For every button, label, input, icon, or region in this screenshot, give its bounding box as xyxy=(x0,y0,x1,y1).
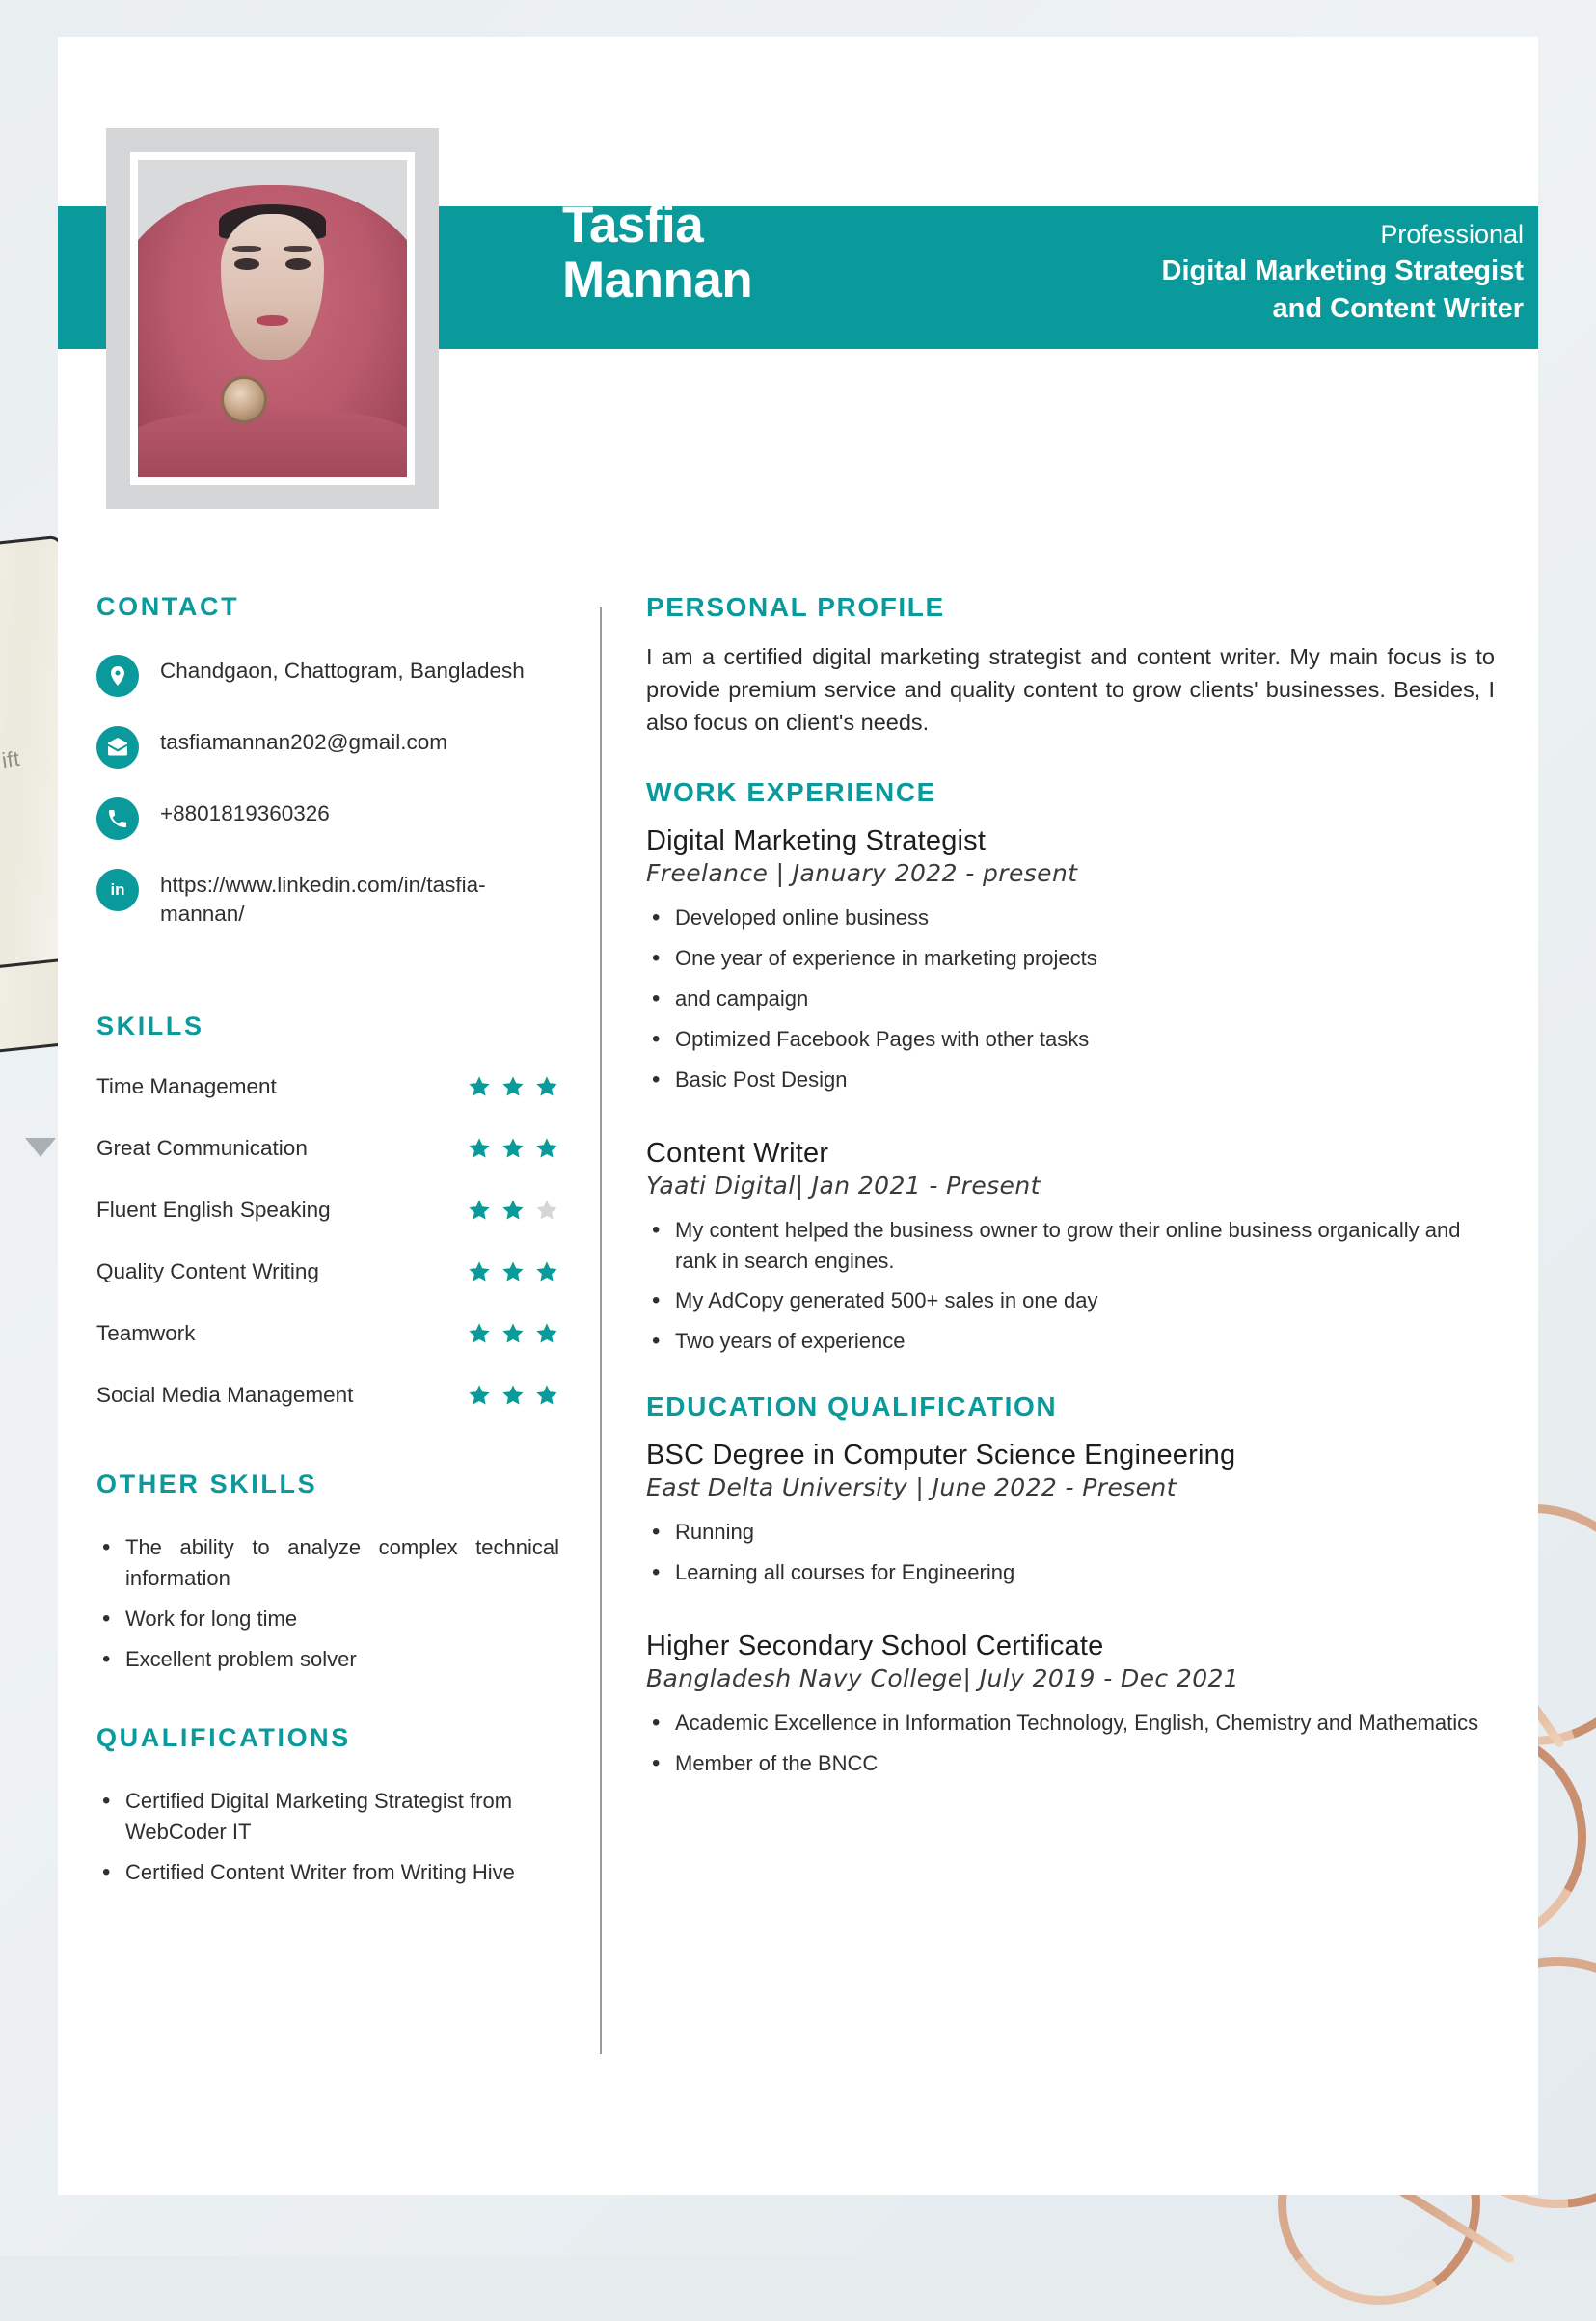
skills-list xyxy=(96,1074,559,1408)
skill-row xyxy=(96,1136,559,1161)
sidebar-column xyxy=(96,592,559,1898)
skills-heading: SKILLS xyxy=(96,1012,204,1041)
profile-photo-mat xyxy=(130,152,415,485)
contact-heading: CONTACT xyxy=(96,592,240,621)
list-item: • Member of the BNCC xyxy=(646,1748,1495,1779)
contact-item-location[interactable] xyxy=(96,655,559,697)
contact-linkedin-value: https://www.linkedin.com/in/tasfia-mannan/ xyxy=(160,873,486,927)
star-filled-icon xyxy=(534,1259,559,1284)
skill-name: Quality Content Writing xyxy=(96,1259,319,1284)
qualifications-list xyxy=(96,1786,559,1888)
star-filled-icon xyxy=(467,1259,492,1284)
list-item: • My AdCopy generated 500+ sales in one day xyxy=(646,1285,1495,1316)
entry-title: Digital Marketing Strategist xyxy=(646,825,987,857)
list-item: • Optimized Facebook Pages with other tasks xyxy=(646,1024,1495,1055)
contact-item-linkedin[interactable] xyxy=(96,869,559,929)
list-item: • Running xyxy=(646,1517,1495,1548)
personal-profile-heading: PERSONAL PROFILE xyxy=(646,592,945,622)
entry-bullets xyxy=(646,1708,1495,1779)
star-filled-icon xyxy=(467,1383,492,1408)
contact-item-phone[interactable] xyxy=(96,797,559,840)
resume-page xyxy=(58,37,1538,2195)
experience-entry xyxy=(646,1631,1495,1779)
skill-rating xyxy=(467,1198,559,1223)
entry-bullets xyxy=(646,903,1495,1094)
star-filled-icon xyxy=(500,1074,526,1099)
list-item: • One year of experience in marketing projects xyxy=(646,943,1495,974)
star-filled-icon xyxy=(467,1321,492,1346)
star-filled-icon xyxy=(467,1198,492,1223)
entry-bullets xyxy=(646,1517,1495,1588)
phone-icon xyxy=(96,797,139,840)
experience-entry xyxy=(646,1440,1495,1588)
skill-name: Great Communication xyxy=(96,1136,308,1161)
list-item: • Basic Post Design xyxy=(646,1065,1495,1095)
education-heading: EDUCATION QUALIFICATION xyxy=(646,1391,1058,1422)
last-name: Mannan xyxy=(562,251,753,309)
list-item: • Certified Digital Marketing Strategist from WebCoder IT xyxy=(96,1786,559,1848)
entry-title: BSC Degree in Computer Science Engineering xyxy=(646,1440,1236,1471)
qualifications-heading: QUALIFICATIONS xyxy=(96,1722,351,1752)
list-item: • Academic Excellence in Information Technology, English, Chemistry and Mathematics xyxy=(646,1708,1495,1739)
entry-meta: Yaati Digital| Jan 2021 - Present xyxy=(646,1171,1041,1200)
star-filled-icon xyxy=(500,1198,526,1223)
list-item: • My content helped the business owner to grow their online business organically and rank in search engines. xyxy=(646,1215,1495,1277)
list-item: • Learning all courses for Engineering xyxy=(646,1557,1495,1588)
star-filled-icon xyxy=(534,1321,559,1346)
keyboard-arrow-icon xyxy=(25,1138,56,1157)
list-item: • Work for long time xyxy=(96,1604,559,1634)
star-filled-icon xyxy=(500,1383,526,1408)
location-pin-icon xyxy=(96,655,139,697)
skill-rating xyxy=(467,1259,559,1284)
list-item: • Certified Content Writer from Writing Hive xyxy=(96,1857,559,1888)
entry-title: Higher Secondary School Certificate xyxy=(646,1630,1104,1661)
column-divider xyxy=(600,607,602,2054)
contact-item-email[interactable] xyxy=(96,726,559,769)
main-column xyxy=(646,592,1495,1789)
star-filled-icon xyxy=(500,1136,526,1161)
entry-meta: Freelance | January 2022 - present xyxy=(646,859,1078,888)
linkedin-icon: in xyxy=(96,869,139,911)
contact-phone-value: +8801819360326 xyxy=(160,801,330,825)
skill-name: Teamwork xyxy=(96,1321,196,1346)
entry-meta: East Delta University | June 2022 - Present xyxy=(646,1473,1177,1502)
work-experience-list xyxy=(646,825,1495,1357)
star-filled-icon xyxy=(534,1136,559,1161)
list-item: • Developed online business xyxy=(646,903,1495,933)
professional-label: Professional xyxy=(1380,220,1524,249)
role-line-1: Digital Marketing Strategist xyxy=(1161,256,1524,287)
skill-rating xyxy=(467,1074,559,1099)
skill-row xyxy=(96,1198,559,1223)
skill-name: Social Media Management xyxy=(96,1383,354,1408)
skill-name: Time Management xyxy=(96,1074,277,1099)
skill-row xyxy=(96,1383,559,1408)
skill-rating xyxy=(467,1383,559,1408)
job-title-block xyxy=(984,218,1524,327)
list-item: • Excellent problem solver xyxy=(96,1644,559,1675)
skill-row xyxy=(96,1074,559,1099)
entry-title: Content Writer xyxy=(646,1137,829,1169)
personal-profile-text: I am a certified digital marketing strategist and content writer. My main focus is to provide premium service and quality content to grow clients' businesses. Besides, I also focus on client's needs. xyxy=(646,644,1495,736)
star-filled-icon xyxy=(467,1136,492,1161)
other-skills-heading: OTHER SKILLS xyxy=(96,1470,318,1499)
skill-row xyxy=(96,1259,559,1284)
entry-meta: Bangladesh Navy College| July 2019 - Dec 2021 xyxy=(646,1663,1240,1692)
list-item: • and campaign xyxy=(646,984,1495,1014)
experience-entry xyxy=(646,1138,1495,1358)
skill-rating xyxy=(467,1321,559,1346)
skill-name: Fluent English Speaking xyxy=(96,1198,331,1223)
keyboard-key-label: ift xyxy=(0,745,22,773)
first-name: Tasfia xyxy=(562,197,704,254)
contact-email-value: tasfiamannan202@gmail.com xyxy=(160,730,447,754)
star-empty-icon xyxy=(534,1198,559,1223)
avatar xyxy=(138,160,407,477)
role-line-2: and Content Writer xyxy=(1272,293,1524,325)
star-filled-icon xyxy=(534,1383,559,1408)
work-experience-heading: WORK EXPERIENCE xyxy=(646,777,936,808)
education-list xyxy=(646,1440,1495,1779)
skill-rating xyxy=(467,1136,559,1161)
experience-entry xyxy=(646,825,1495,1094)
star-filled-icon xyxy=(500,1321,526,1346)
entry-bullets xyxy=(646,1215,1495,1358)
profile-photo-frame xyxy=(106,128,439,509)
envelope-icon xyxy=(96,726,139,769)
other-skills-list xyxy=(96,1532,559,1675)
star-filled-icon xyxy=(500,1259,526,1284)
list-item: • Two years of experience xyxy=(646,1326,1495,1357)
candidate-name xyxy=(562,199,752,308)
star-filled-icon xyxy=(534,1074,559,1099)
skill-row xyxy=(96,1321,559,1346)
contact-location-value: Chandgaon, Chattogram, Bangladesh xyxy=(160,659,525,683)
list-item: • The ability to analyze complex technical information xyxy=(96,1532,559,1594)
star-filled-icon xyxy=(467,1074,492,1099)
